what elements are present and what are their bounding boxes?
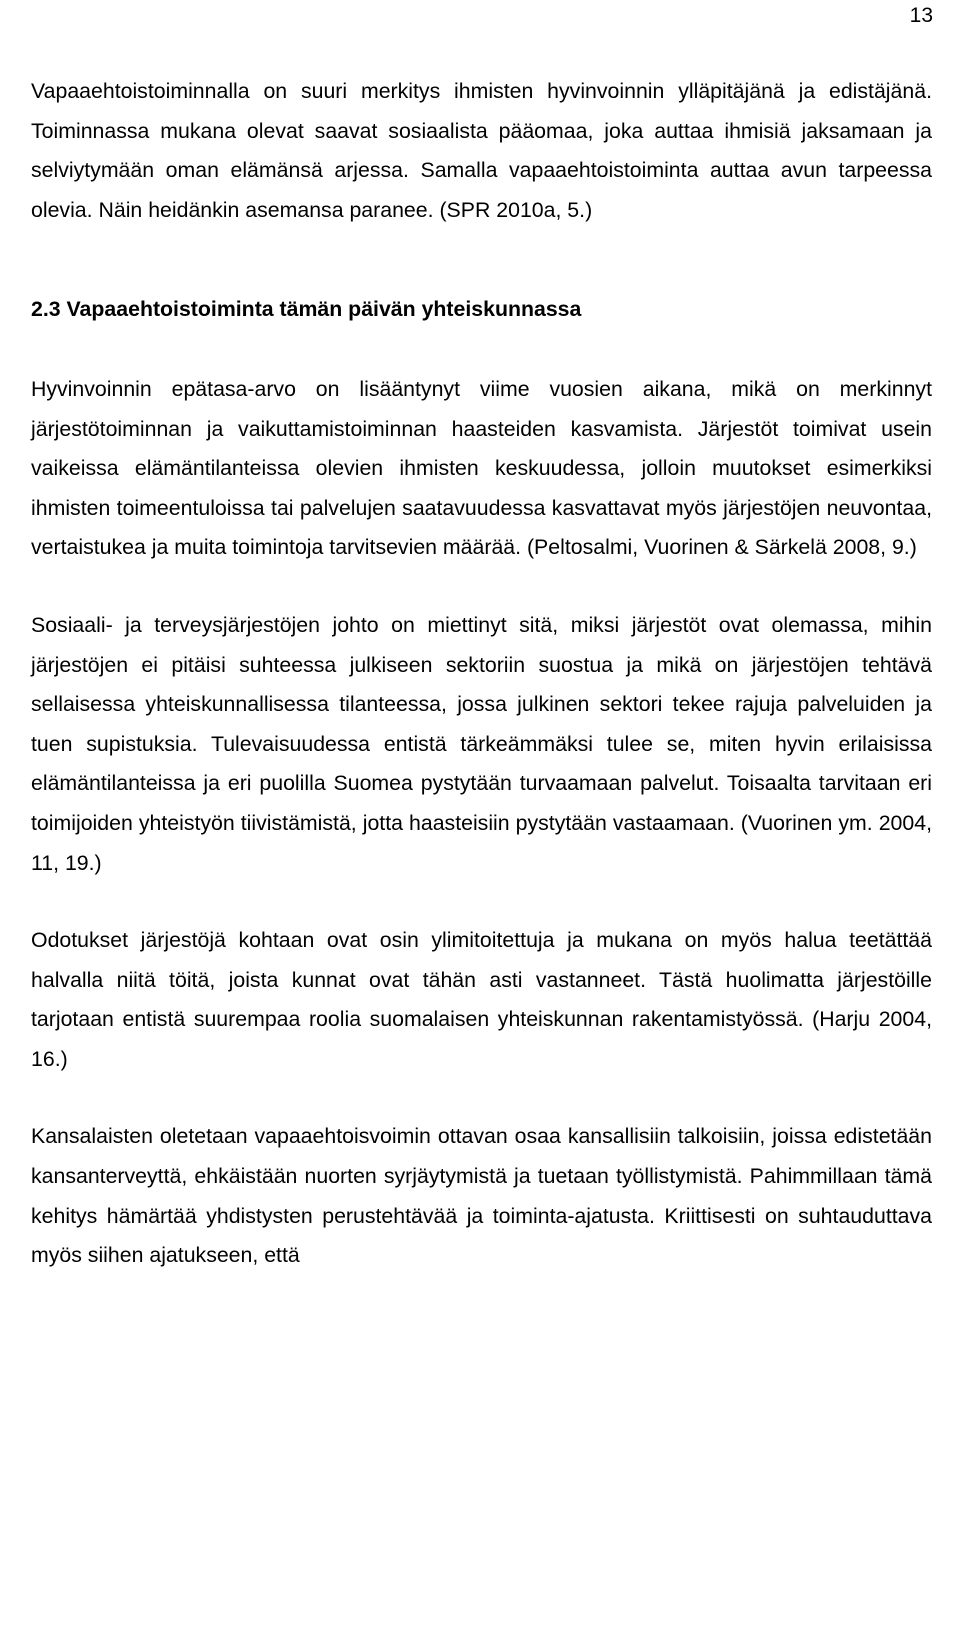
paragraph-5: Kansalaisten oletetaan vapaaehtoisvoimin ottavan osaa kansallisiin talkoisiin, joissa edistetään kansanterveyttä, ehkäistään nuorten syrjäytymistä ja tuetaan työllistymistä. Pahimmillaan tämä kehitys hämärtää yhdistysten perustehtävää ja toiminta-ajatusta. Kriittisesti on suhtauduttava myös siihen ajatukseen, että xyxy=(31,1124,932,1268)
spacer xyxy=(31,230,932,290)
spacer xyxy=(31,883,932,921)
spacer xyxy=(31,568,932,606)
paragraph-2: Hyvinvoinnin epätasa-arvo on lisääntynyt viime vuosien aikana, mikä on merkinnyt järjestötoiminnan ja vaikuttamistoiminnan haasteiden kasvamista. Järjestöt toimivat usein vaikeissa elämäntilanteissa olevien ihmisten keskuudessa, jolloin muutokset esimerkiksi ihmisten toimeentuloissa tai palvelujen saatavuudessa kasvattavat myös järjestöjen neuvontaa, vertaistukea ja muita toimintoja tarvitsevien määrää. (Peltosalmi, Vuorinen & Särkelä 2008, 9.) xyxy=(31,376,932,560)
document-body xyxy=(31,72,932,1276)
spacer xyxy=(31,330,932,370)
section-heading: 2.3 Vapaaehtoistoiminta tämän päivän yhteiskunnassa xyxy=(31,297,582,322)
paragraph-3: Sosiaali- ja terveysjärjestöjen johto on miettinyt sitä, miksi järjestöt ovat olemassa, mihin järjestöjen ei pitäisi suhteessa julkiseen sektoriin suostua ja mikä on järjestöjen tehtävä sellaisessa yhteiskunnallisessa tilanteessa, jossa julkinen sektori tekee rajuja palveluiden ja tuen supistuksia. Tulevaisuudessa entistä tärkeämmäksi tulee se, miten hyvin erilaisissa elämäntilanteissa ja eri puolilla Suomea pystytään turvaamaan palvelut. Toisaalta tarvitaan eri toimijoiden yhteistyön tiivistämistä, jotta haasteisiin pystytään vastaamaan. (Vuorinen ym. 2004, 11, 19.) xyxy=(31,612,932,875)
page-number: 13 xyxy=(909,4,933,27)
spacer xyxy=(31,1079,932,1117)
paragraph-1: Vapaaehtoistoiminnalla on suuri merkitys ihmisten hyvinvoinnin ylläpitäjänä ja edistäjänä. Toiminnassa mukana olevat saavat sosiaalista pääomaa, joka auttaa ihmisiä jaksamaan ja selviytymään oman elämänsä arjessa. Samalla vapaaehtoistoiminta auttaa avun tarpeessa olevia. Näin heidänkin asemansa paranee. (SPR 2010a, 5.) xyxy=(31,79,932,222)
paragraph-4: Odotukset järjestöjä kohtaan ovat osin ylimitoitettuja ja mukana on myös halua teetättää halvalla niitä töitä, joista kunnat ovat tähän asti vastanneet. Tästä huolimatta järjestöille tarjotaan entistä suurempaa roolia suomalaisen yhteiskunnan rakentamistyössä. (Harju 2004, 16.) xyxy=(31,928,932,1071)
